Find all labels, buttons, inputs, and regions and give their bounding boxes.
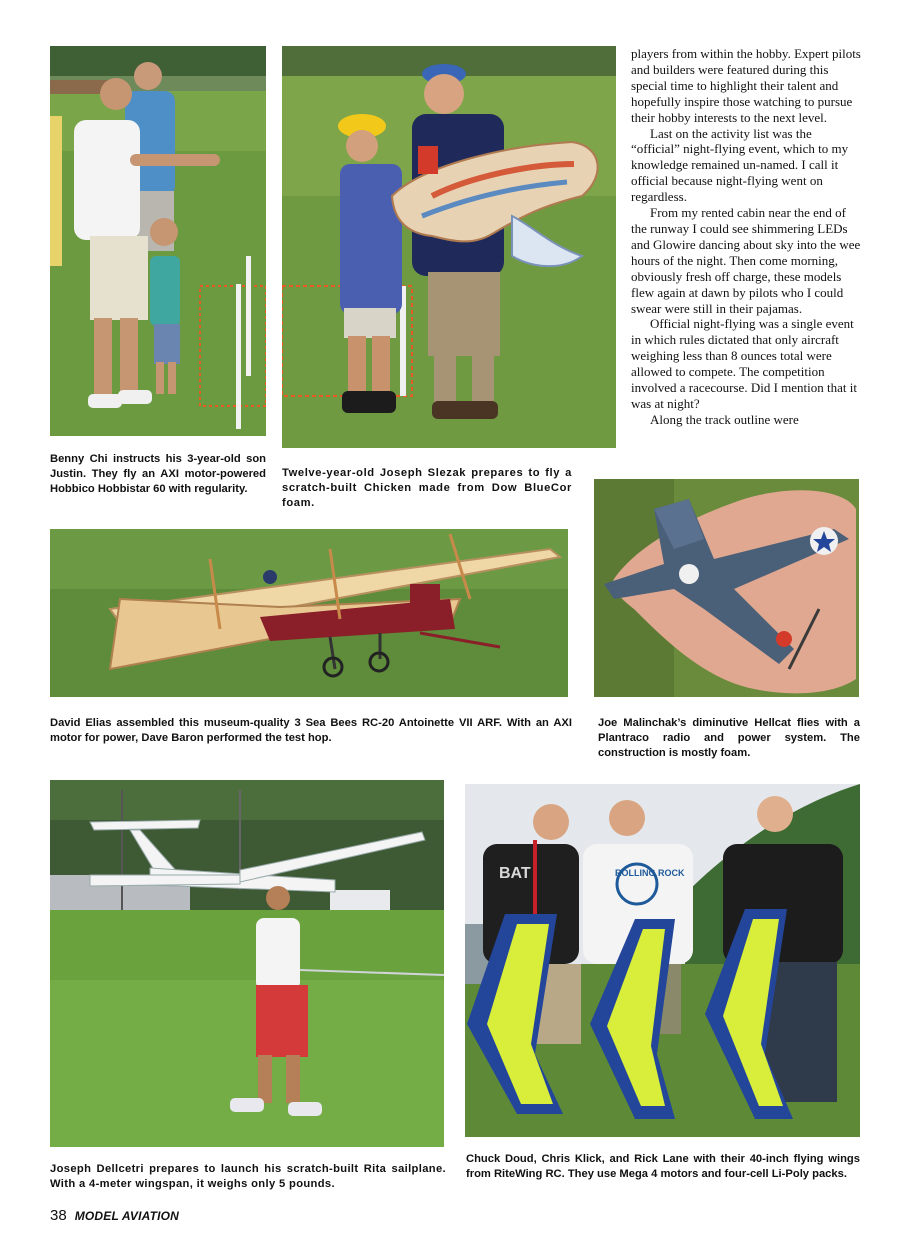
article-paragraph-3: From my rented cabin near the end of the runway I could see shimmering LEDs and Glowire dancing about sky into the wee hours of the night. Then come morning, obviously fresh off charge, these models flew again at dawn by pilots who I could swear were still in their pajamas.: [631, 205, 861, 316]
magazine-name: MODEL AVIATION: [74, 1209, 180, 1223]
shirt-text-rolling-rock: ROLLING ROCK: [615, 868, 685, 878]
caption-joseph-slezak: Twelve-year-old Joseph Slezak prepares to fly a scratch-built Chicken made from Dow BlueCor foam.: [282, 467, 572, 509]
article-paragraph-2: Last on the activity list was the “official” night-flying event, which to my knowledge remained un-named. I call it official because night-flying went on regardless.: [631, 125, 849, 205]
photo-benny-chi: [50, 46, 266, 436]
caption-joseph-dellcetri: Joseph Dellcetri prepares to launch his scratch-built Rita sailplane. With a 4-meter wingspan, it weighs only 5 pounds.: [50, 1163, 446, 1190]
caption-joe-malinchak: Joe Malinchak’s diminutive Hellcat flies with a Plantraco radio and power system. The construction is mostly foam.: [598, 717, 860, 759]
page-number: 38: [50, 1207, 67, 1224]
article-paragraph-1: players from within the hobby. Expert pilots and builders were featured during this special time to highlight their talent and hopefully inspire those watching to pursue their hobby interests to the next level.: [631, 46, 861, 125]
photo-flying-wings: [465, 784, 860, 1137]
photo-hellcat: [594, 479, 859, 697]
photo-joseph-slezak: [282, 46, 616, 448]
article-column: [631, 46, 861, 428]
article-paragraph-4: Official night-flying was a single event in which rules dictated that only aircraft weighing less than 8 ounces total were allowed to compete. The competition involved a racecourse. Did I mention that it was at night?: [631, 316, 857, 411]
article-paragraph-5: Along the track outline were: [650, 411, 799, 427]
caption-chuck-doud: Chuck Doud, Chris Klick, and Rick Lane with their 40-inch flying wings from RiteWing RC. They use Mega 4 motors and four-cell Li-Poly packs.: [466, 1153, 860, 1180]
photo-dellcetri: [50, 780, 444, 1147]
caption-david-elias: David Elias assembled this museum-quality 3 Sea Bees RC-20 Antoinette VII ARF. With an AXI motor for power, Dave Baron performed the test hop.: [50, 717, 572, 744]
photo-antoinette: [50, 529, 568, 697]
shirt-text-bat: BAT: [499, 865, 531, 882]
caption-benny-chi: Benny Chi instructs his 3-year-old son Justin. They fly an AXI motor-powered Hobbico Hobbistar 60 with regularity.: [50, 453, 266, 495]
page-footer: [50, 1207, 179, 1224]
